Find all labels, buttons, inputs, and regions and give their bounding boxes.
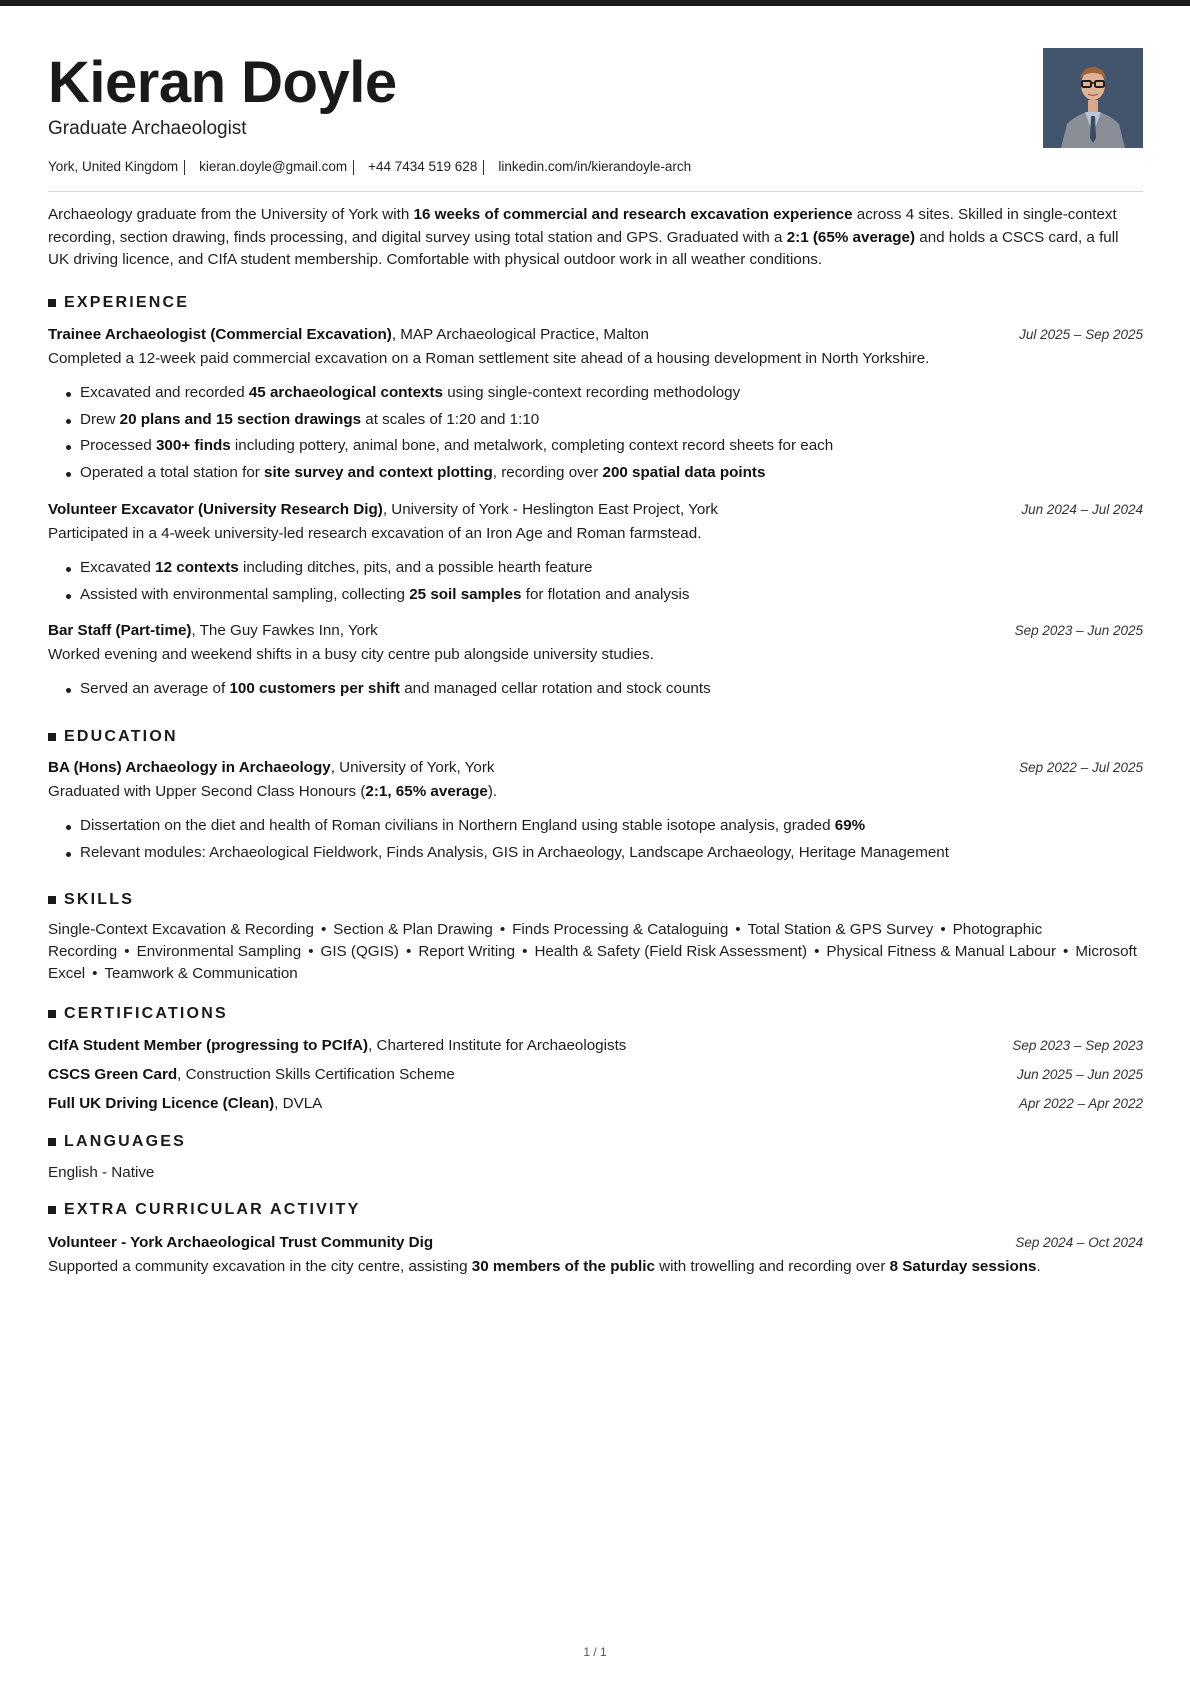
list-item: Processed 300+ finds including pottery, animal bone, and metalwork, completing context record sheets for each bbox=[80, 433, 833, 460]
contact-separator bbox=[353, 160, 354, 175]
job-date: Jun 2024 – Jul 2024 bbox=[1021, 502, 1143, 517]
square-bullet-icon bbox=[48, 896, 56, 904]
page-number: 1 / 1 bbox=[583, 1645, 607, 1659]
skill-item: Report Writing bbox=[418, 943, 516, 960]
profile-photo bbox=[1043, 48, 1143, 148]
section-heading-education bbox=[48, 727, 178, 747]
section-title: EXTRA CURRICULAR ACTIVITY bbox=[64, 1201, 361, 1218]
section-title: LANGUAGES bbox=[64, 1133, 187, 1150]
experience-entry-2-bullets bbox=[80, 555, 690, 608]
candidate-title: Graduate Archaeologist bbox=[48, 118, 247, 139]
candidate-name: Kieran Doyle bbox=[48, 50, 397, 115]
skill-item: Section & Plan Drawing bbox=[333, 921, 493, 938]
list-item: Assisted with environmental sampling, collecting 25 soil samples for flotation and analysis bbox=[80, 582, 690, 609]
skill-item: Environmental Sampling bbox=[136, 943, 302, 960]
section-heading-languages bbox=[48, 1132, 186, 1152]
summary-highlight: 2:1 (65% average) bbox=[786, 228, 916, 246]
certification-item: CIfA Student Member (progressing to PCIfA), Chartered Institute for Archaeologists Sep 2023 – Sep 2023 bbox=[48, 1037, 1143, 1054]
job-date: Jul 2025 – Sep 2025 bbox=[1019, 327, 1143, 342]
education-description: Graduated with Upper Second Class Honours (2:1, 65% average). bbox=[48, 783, 498, 800]
resume-page bbox=[48, 0, 1143, 1275]
contact-location: York, United Kingdom bbox=[48, 159, 179, 174]
skill-item: Total Station & GPS Survey bbox=[747, 921, 934, 938]
section-heading-extra-curricular bbox=[48, 1200, 360, 1220]
extra-curricular-description: Supported a community excavation in the city centre, assisting 30 members of the public with trowelling and recording over 8 Saturday sessions. bbox=[48, 1258, 1041, 1275]
section-heading-skills bbox=[48, 890, 134, 910]
job-organization: , MAP Archaeological Practice, Malton bbox=[391, 326, 649, 343]
job-role: Volunteer Excavator (University Research Dig) bbox=[48, 501, 383, 518]
section-heading-experience bbox=[48, 293, 189, 313]
section-title: EDUCATION bbox=[64, 728, 178, 745]
section-title: CERTIFICATIONS bbox=[64, 1005, 228, 1022]
list-item: Drew 20 plans and 15 section drawings at scales of 1:20 and 1:10 bbox=[80, 407, 833, 434]
summary-text: Archaeology graduate from the University of York with bbox=[48, 206, 414, 223]
experience-entry-3-header bbox=[48, 620, 1143, 641]
certification-date: Apr 2022 – Apr 2022 bbox=[1018, 1096, 1143, 1111]
list-item: Relevant modules: Archaeological Fieldwork, Finds Analysis, GIS in Archaeology, Landscape Archaeology, Heritage Management bbox=[80, 840, 949, 867]
contact-linkedin[interactable]: linkedin.com/in/kierandoyle-arch bbox=[498, 159, 692, 174]
experience-entry-1-header bbox=[48, 324, 1143, 345]
list-item: Served an average of 100 customers per shift and managed cellar rotation and stock counts bbox=[80, 676, 711, 703]
header-divider bbox=[48, 191, 1143, 192]
list-item: Excavated 12 contexts including ditches, pits, and a possible hearth feature bbox=[80, 555, 690, 582]
skill-item: GIS (QGIS) bbox=[320, 943, 399, 960]
contact-phone[interactable]: +44 7434 519 628 bbox=[368, 159, 478, 174]
language-item: English - Native bbox=[48, 1164, 155, 1181]
square-bullet-icon bbox=[48, 1206, 56, 1214]
contact-separator bbox=[483, 160, 484, 175]
job-role: Bar Staff (Part-time) bbox=[48, 622, 192, 639]
contact-email[interactable]: kieran.doyle@gmail.com bbox=[199, 159, 348, 174]
experience-entry-1-description: Completed a 12-week paid commercial excavation on a Roman settlement site ahead of a housing development in North Yorkshire. bbox=[48, 350, 930, 367]
section-title: SKILLS bbox=[64, 891, 135, 908]
experience-entry-2-description: Participated in a 4-week university-led research excavation of an Iron Age and Roman farmstead. bbox=[48, 525, 702, 542]
certification-date: Sep 2023 – Sep 2023 bbox=[1012, 1038, 1143, 1053]
education-bullets bbox=[80, 813, 949, 866]
experience-entry-3-description: Worked evening and weekend shifts in a busy city centre pub alongside university studies. bbox=[48, 646, 654, 663]
skill-item: Physical Fitness & Manual Labour bbox=[826, 943, 1057, 960]
experience-entry-3-bullets bbox=[80, 676, 711, 703]
section-title: EXPERIENCE bbox=[64, 294, 190, 311]
list-item: Operated a total station for site survey and context plotting, recording over 200 spatial data points bbox=[80, 460, 833, 487]
list-item: Excavated and recorded 45 archaeological contexts using single-context recording methodology bbox=[80, 380, 833, 407]
certification-item: Full UK Driving Licence (Clean), DVLA Apr 2022 – Apr 2022 bbox=[48, 1095, 1143, 1112]
summary-text: across 4 sites. Skilled in single-context recording, section drawing, finds processing, and digital survey using total station and GPS. Graduated with a bbox=[48, 206, 1117, 246]
skill-item: Photographic Recording bbox=[48, 921, 1043, 960]
job-organization: , The Guy Fawkes Inn, York bbox=[191, 622, 378, 639]
profile-photo-illustration bbox=[1043, 48, 1143, 148]
skill-item: Teamwork & Communication bbox=[104, 965, 298, 982]
skills-list: Single-Context Excavation & Recording • Section & Plan Drawing • Finds Processing & Cataloguing • Total Station & GPS Survey • Photographic Recording • Environmental Sampling • GIS (QGIS) • Report Writing • Health & Safety (Field Risk Assessment) • Physical Fitness & Manual Labour • Microsoft Excel • Teamwork & Communication bbox=[48, 921, 1137, 982]
square-bullet-icon bbox=[48, 1010, 56, 1018]
resume-header bbox=[48, 0, 1143, 190]
square-bullet-icon bbox=[48, 1138, 56, 1146]
skill-item: Microsoft Excel bbox=[48, 943, 1137, 982]
summary-text: and holds a CSCS card, a full UK driving licence, and CIfA student membership. Comfortable with physical outdoor work in all weather conditions. bbox=[48, 228, 1119, 268]
experience-entry-2-header bbox=[48, 499, 1143, 520]
job-date: Sep 2023 – Jun 2025 bbox=[1014, 623, 1143, 638]
list-item: Dissertation on the diet and health of Roman civilians in Northern England using stable isotope analysis, graded 69% bbox=[80, 813, 949, 840]
professional-summary bbox=[48, 204, 1143, 272]
certification-date: Jun 2025 – Jun 2025 bbox=[1016, 1067, 1143, 1082]
section-heading-certifications bbox=[48, 1004, 228, 1024]
certification-item: CSCS Green Card, Construction Skills Certification Scheme Jun 2025 – Jun 2025 bbox=[48, 1066, 1143, 1083]
activity-date: Sep 2024 – Oct 2024 bbox=[1015, 1235, 1143, 1250]
square-bullet-icon bbox=[48, 733, 56, 741]
job-organization: , University of York - Heslington East Project, York bbox=[382, 501, 718, 518]
job-role: Trainee Archaeologist (Commercial Excavation) bbox=[48, 326, 392, 343]
activity-title: Volunteer - York Archaeological Trust Community Dig bbox=[48, 1234, 434, 1251]
education-institution: , University of York, York bbox=[330, 759, 495, 776]
experience-entry-1-bullets bbox=[80, 380, 833, 486]
degree-title: BA (Hons) Archaeology in Archaeology bbox=[48, 759, 331, 776]
summary-highlight: 16 weeks of commercial and research excavation experience bbox=[413, 206, 853, 223]
square-bullet-icon bbox=[48, 299, 56, 307]
skill-item: Finds Processing & Cataloguing bbox=[512, 921, 729, 938]
contact-row bbox=[48, 158, 691, 176]
extra-curricular-header bbox=[48, 1232, 1143, 1253]
contact-separator bbox=[184, 160, 185, 175]
education-date: Sep 2022 – Jul 2025 bbox=[1019, 760, 1143, 775]
skill-item: Health & Safety (Field Risk Assessment) bbox=[534, 943, 808, 960]
skill-item: Single-Context Excavation & Recording bbox=[48, 921, 314, 938]
education-entry-header bbox=[48, 757, 1143, 778]
